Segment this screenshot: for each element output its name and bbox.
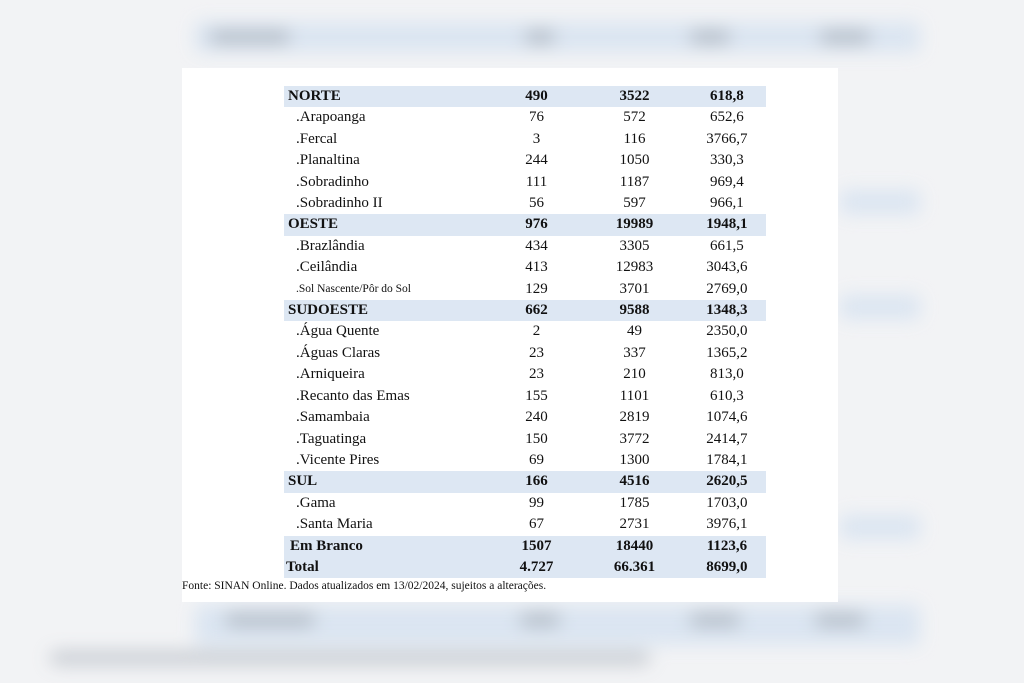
region-row <box>284 214 766 235</box>
blurred-band <box>195 22 920 52</box>
row-label: .Gama <box>296 494 336 511</box>
row-label: .Taguatinga <box>296 430 367 447</box>
region-row <box>284 471 766 492</box>
row-label: .Ceilândia <box>296 259 358 276</box>
value-col-1: 240 <box>525 409 548 426</box>
table-card <box>182 68 838 602</box>
subregion-row <box>284 236 766 257</box>
subregion-row <box>284 514 766 535</box>
value-col-1: 69 <box>529 451 545 468</box>
row-label: Total <box>284 557 492 578</box>
value-col-2: 116 <box>623 130 646 147</box>
value-col-1: 2 <box>532 323 541 340</box>
row-label: .Arapoanga <box>296 109 366 126</box>
blurred-band <box>840 295 920 319</box>
value-col-3: 966,1 <box>710 195 744 212</box>
total-row <box>284 536 766 557</box>
subregion-row <box>284 150 766 171</box>
subregion-row <box>284 321 766 342</box>
subregion-row <box>284 407 766 428</box>
value-col-2: 1300 <box>619 451 650 468</box>
value-col-3: 2350,0 <box>706 323 748 340</box>
value-col-3: 1123,6 <box>688 536 766 557</box>
value-col-3: 1703,0 <box>706 494 748 511</box>
value-col-1: 166 <box>492 471 581 492</box>
value-col-3: 3976,1 <box>706 516 748 533</box>
value-col-2: 210 <box>623 366 646 383</box>
subregion-row <box>284 257 766 278</box>
value-col-3: 2620,5 <box>688 471 766 492</box>
value-col-3: 330,3 <box>710 152 744 169</box>
value-col-2: 2731 <box>619 516 650 533</box>
value-col-3: 1348,3 <box>688 300 766 321</box>
blurred-text <box>815 615 865 625</box>
blurred-band <box>840 515 920 539</box>
value-col-2: 572 <box>623 109 646 126</box>
value-col-2: 19989 <box>581 214 688 235</box>
value-col-1: 244 <box>525 152 548 169</box>
row-label: Em Branco <box>284 536 492 557</box>
value-col-2: 4516 <box>581 471 688 492</box>
row-label: SUL <box>284 471 492 492</box>
blurred-band <box>195 605 920 645</box>
value-col-3: 2414,7 <box>706 430 748 447</box>
value-col-3: 969,4 <box>710 173 744 190</box>
row-label: .Arniqueira <box>296 366 365 383</box>
value-col-1: 129 <box>525 280 548 297</box>
row-label: .Fercal <box>296 130 338 147</box>
value-col-2: 1785 <box>619 494 650 511</box>
value-col-3: 661,5 <box>710 237 744 254</box>
value-col-2: 597 <box>623 195 646 212</box>
value-col-1: 490 <box>492 86 581 107</box>
value-col-1: 662 <box>492 300 581 321</box>
table-body <box>284 86 766 578</box>
row-label: .Sobradinho <box>296 173 369 190</box>
subregion-row <box>284 193 766 214</box>
value-col-3: 1948,1 <box>688 214 766 235</box>
value-col-1: 434 <box>525 237 548 254</box>
value-col-1: 99 <box>529 494 545 511</box>
row-label: OESTE <box>284 214 492 235</box>
value-col-2: 1187 <box>619 173 650 190</box>
value-col-3: 618,8 <box>688 86 766 107</box>
value-col-3: 3766,7 <box>706 130 748 147</box>
subregion-row <box>284 343 766 364</box>
total-row <box>284 557 766 578</box>
value-col-1: 413 <box>525 259 548 276</box>
row-label: .Santa Maria <box>296 516 373 533</box>
subregion-row <box>284 279 766 300</box>
value-col-1: 976 <box>492 214 581 235</box>
blurred-band <box>840 190 920 214</box>
value-col-3: 1365,2 <box>706 344 748 361</box>
value-col-2: 12983 <box>615 259 654 276</box>
row-label: NORTE <box>284 86 492 107</box>
value-col-2: 9588 <box>581 300 688 321</box>
region-row <box>284 86 766 107</box>
row-label: .Vicente Pires <box>296 451 380 468</box>
value-col-2: 1050 <box>619 152 650 169</box>
subregion-row <box>284 386 766 407</box>
value-col-1: 155 <box>525 387 548 404</box>
value-col-2: 337 <box>623 344 646 361</box>
blurred-text <box>520 615 560 625</box>
value-col-2: 3522 <box>581 86 688 107</box>
value-col-2: 3772 <box>619 430 650 447</box>
value-col-1: 111 <box>525 173 548 190</box>
value-col-2: 3305 <box>619 237 650 254</box>
blurred-text <box>690 615 740 625</box>
value-col-1: 56 <box>529 195 545 212</box>
blurred-text <box>820 32 870 42</box>
subregion-row <box>284 129 766 150</box>
subregion-row <box>284 107 766 128</box>
row-label: .Água Quente <box>296 323 380 340</box>
value-col-3: 610,3 <box>710 387 744 404</box>
value-col-1: 1507 <box>492 536 581 557</box>
region-row <box>284 300 766 321</box>
value-col-1: 3 <box>532 130 541 147</box>
row-label: .Recanto das Emas <box>296 387 410 404</box>
value-col-3: 3043,6 <box>706 259 748 276</box>
subregion-row <box>284 172 766 193</box>
value-col-2: 18440 <box>581 536 688 557</box>
source-note: Fonte: SINAN Online. Dados atualizados em 13/02/2024, sujeitos a alterações. <box>182 580 547 592</box>
row-label: .Sobradinho II <box>296 195 383 212</box>
value-col-3: 2769,0 <box>706 280 748 297</box>
value-col-1: 23 <box>529 366 545 383</box>
value-col-3: 1784,1 <box>706 451 748 468</box>
subregion-row <box>284 364 766 385</box>
value-col-2: 2819 <box>619 409 650 426</box>
value-col-1: 67 <box>529 516 545 533</box>
row-label: .Brazlândia <box>296 237 365 254</box>
value-col-3: 1074,6 <box>706 409 748 426</box>
subregion-row <box>284 450 766 471</box>
value-col-1: 23 <box>529 344 545 361</box>
value-col-1: 150 <box>525 430 548 447</box>
value-col-2: 66.361 <box>581 557 688 578</box>
subregion-row <box>284 429 766 450</box>
row-label: .Samambaia <box>296 409 370 426</box>
blurred-text <box>225 615 315 625</box>
subregion-row <box>284 493 766 514</box>
blurred-text <box>525 32 555 42</box>
row-label: .Sol Nascente/Pôr do Sol <box>296 282 411 295</box>
value-col-3: 652,6 <box>710 109 744 126</box>
blurred-footnote <box>50 652 650 664</box>
value-col-2: 1101 <box>619 387 650 404</box>
value-col-3: 813,0 <box>710 366 744 383</box>
row-label: .Águas Claras <box>296 344 381 361</box>
row-label: .Planaltina <box>296 152 360 169</box>
value-col-1: 76 <box>529 109 545 126</box>
row-label: SUDOESTE <box>284 300 492 321</box>
value-col-1: 4.727 <box>492 557 581 578</box>
value-col-2: 3701 <box>619 280 650 297</box>
value-col-2: 49 <box>626 323 642 340</box>
blurred-text <box>690 32 730 42</box>
value-col-3: 8699,0 <box>688 557 766 578</box>
data-table <box>284 86 766 578</box>
blurred-text <box>210 32 290 42</box>
